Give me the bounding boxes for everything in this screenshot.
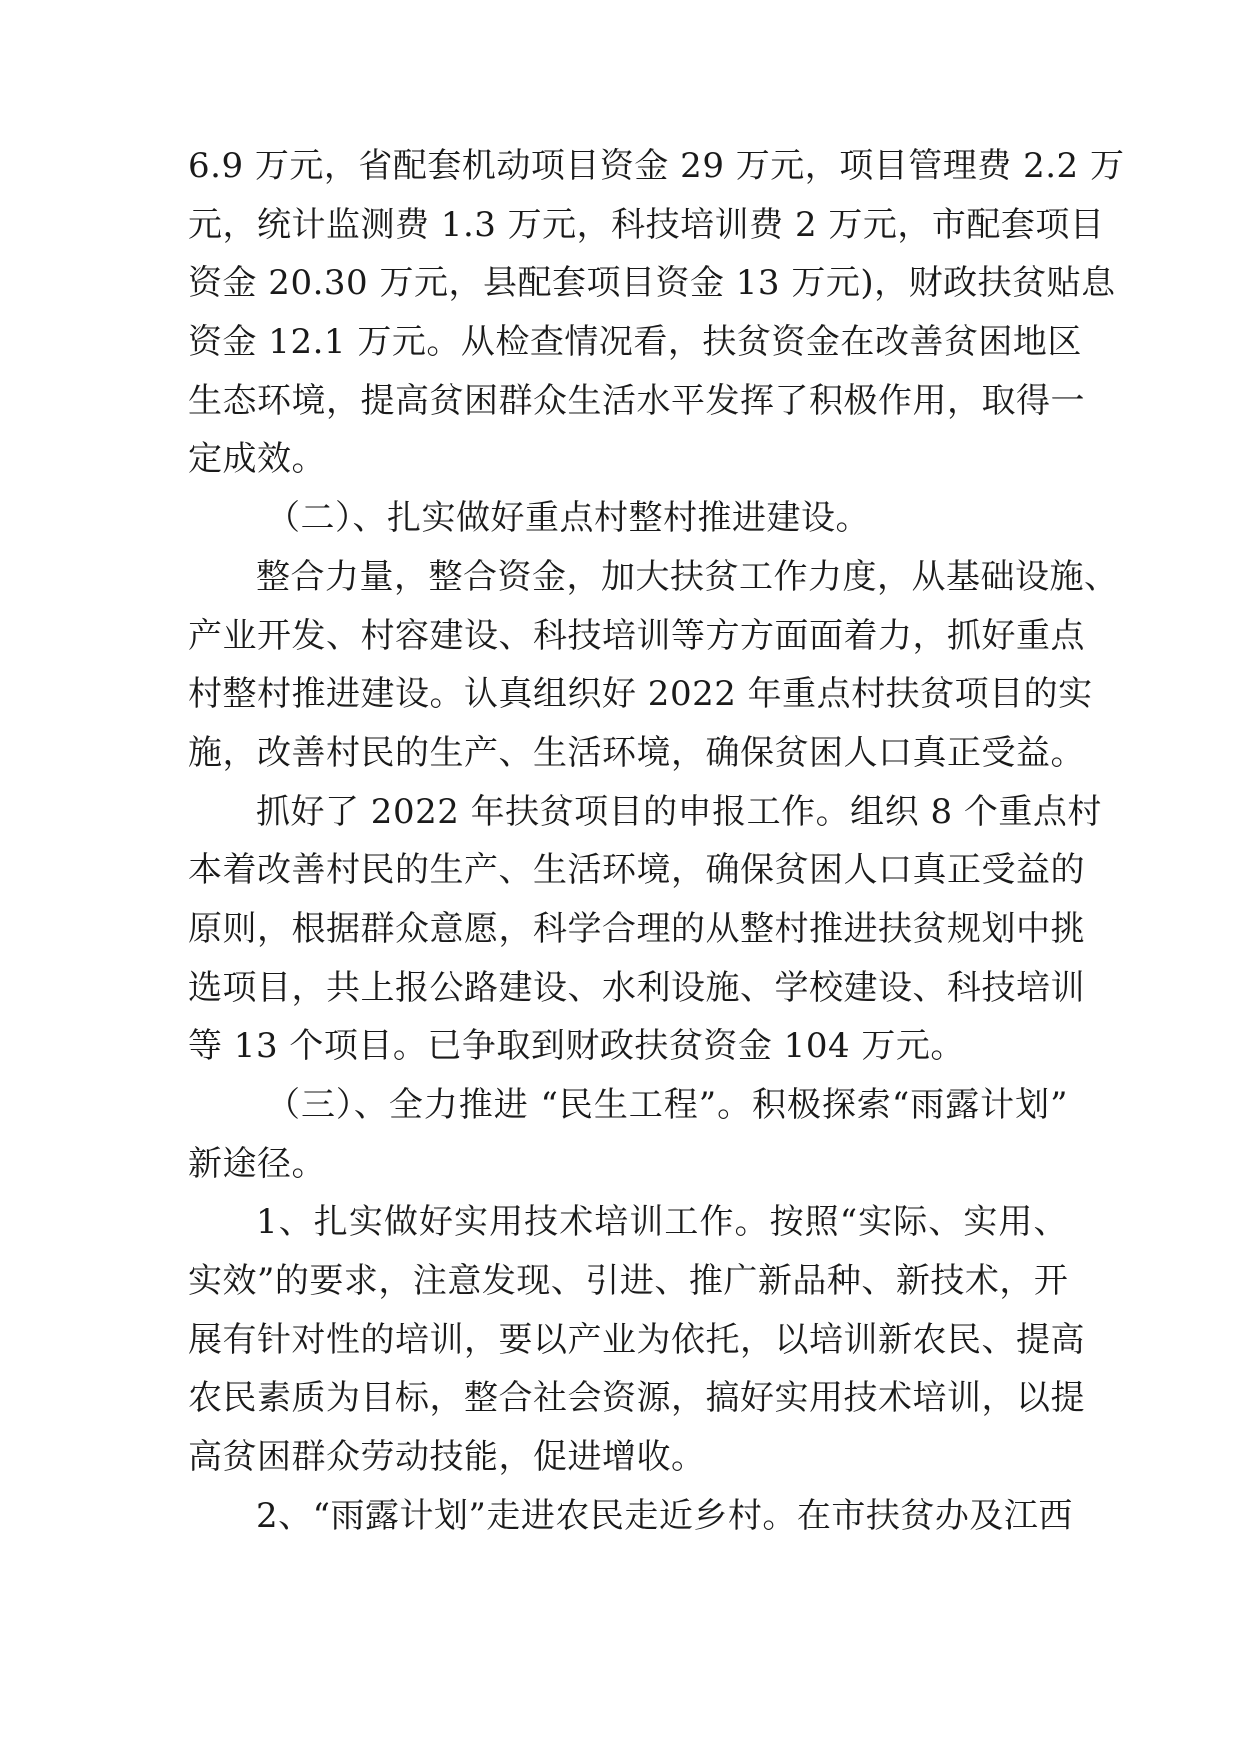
text-line: 2、“雨露计划”走进农民走近乡村。在市扶贫办及江西 xyxy=(256,1496,1073,1536)
text-line: 农民素质为目标，整合社会资源，搞好实用技术培训，以提 xyxy=(188,1378,1085,1418)
text-line: 等 13 个项目。已争取到财政扶贫资金 104 万元。 xyxy=(188,1026,965,1066)
text-line: 施，改善村民的生产、生活环境，确保贫困人口真正受益。 xyxy=(188,733,1085,773)
text-line: 村整村推进建设。认真组织好 2022 年重点村扶贫项目的实 xyxy=(188,674,1093,714)
text-line: 展有针对性的培训，要以产业为依托，以培训新农民、提高 xyxy=(188,1320,1085,1360)
text-line: 1、扎实做好实用技术培训工作。按照“实际、实用、 xyxy=(256,1202,1068,1242)
text-line: 资金 12.1 万元。从检查情况看，扶贫资金在改善贫困地区 xyxy=(188,322,1082,362)
text-line: 抓好了 2022 年扶贫项目的申报工作。组织 8 个重点村 xyxy=(256,792,1102,832)
text-line: 元，统计监测费 1.3 万元，科技培训费 2 万元，市配套项目 xyxy=(188,205,1105,245)
text-line: 6.9 万元，省配套机动项目资金 29 万元，项目管理费 2.2 万 xyxy=(188,146,1125,186)
section-heading: （三）、全力推进 “民生工程”。积极探索“雨露计划” xyxy=(266,1085,1068,1125)
text-line: 原则，根据群众意愿，科学合理的从整村推进扶贫规划中挑 xyxy=(188,909,1085,949)
text-line: 整合力量，整合资金，加大扶贫工作力度，从基础设施、 xyxy=(256,557,1119,597)
section-heading: （二）、扎实做好重点村整村推进建设。 xyxy=(266,498,870,538)
text-line: 实效”的要求，注意发现、引进、推广新品种、新技术，开 xyxy=(188,1261,1069,1301)
text-line: 新途径。 xyxy=(188,1144,326,1184)
text-line: 选项目，共上报公路建设、水利设施、学校建设、科技培训 xyxy=(188,968,1085,1008)
text-line: 定成效。 xyxy=(188,439,326,479)
text-line: 资金 20.30 万元，县配套项目资金 13 万元)，财政扶贫贴息 xyxy=(188,263,1116,303)
text-line: 生态环境，提高贫困群众生活水平发挥了积极作用，取得一 xyxy=(188,381,1085,421)
text-line: 本着改善村民的生产、生活环境，确保贫困人口真正受益的 xyxy=(188,850,1085,890)
text-line: 产业开发、村容建设、科技培训等方方面面着力，抓好重点 xyxy=(188,616,1085,656)
text-line: 高贫困群众劳动技能，促进增收。 xyxy=(188,1437,706,1477)
